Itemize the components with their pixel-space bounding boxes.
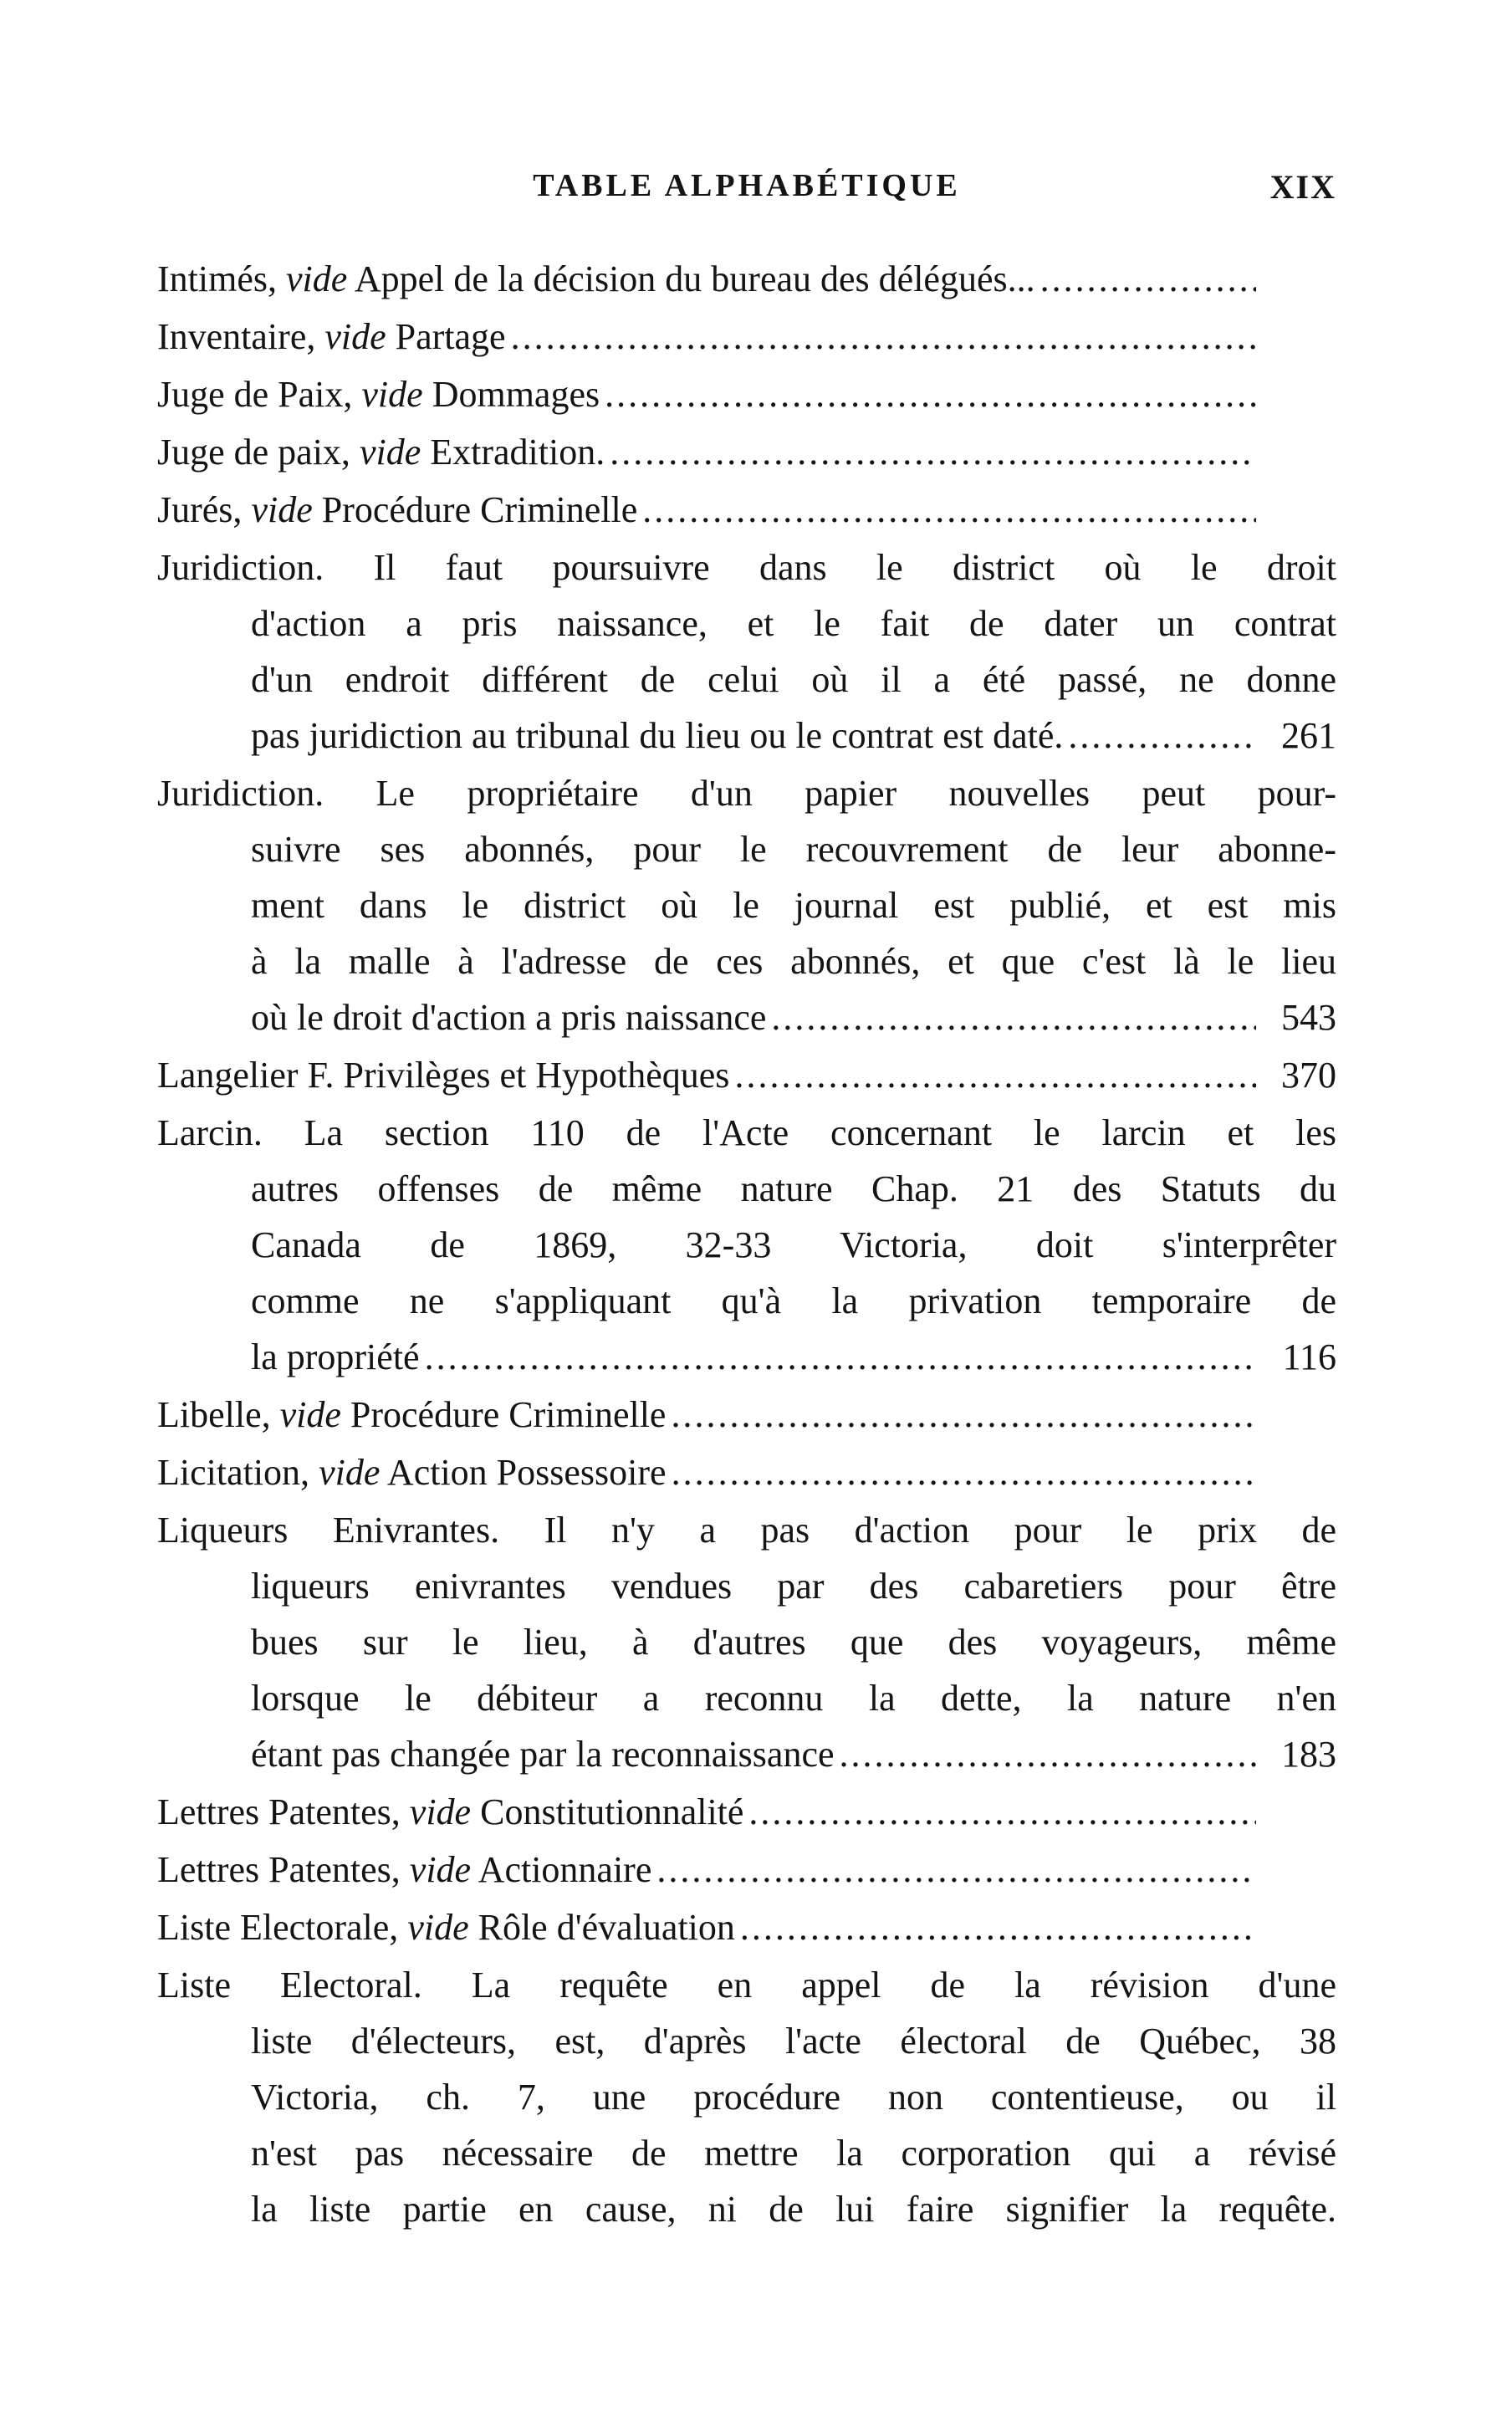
entry-continuation-line	[157, 595, 1336, 651]
dot-leader	[605, 366, 1256, 422]
entry-heading-line	[157, 251, 1336, 307]
entry-text: Inventaire, vide Partage	[157, 316, 506, 357]
entry-continuation-line	[157, 651, 1336, 708]
entry-text: Lettres Patentes, vide Actionnaire	[157, 1849, 652, 1890]
entry-heading-line	[157, 482, 1336, 538]
vide-reference-word: vide	[251, 489, 313, 530]
entry-continuation-line	[157, 1726, 1336, 1782]
entry-continuation-line	[157, 708, 1336, 764]
vide-reference-word: vide	[279, 1394, 341, 1435]
entry-continuation-line	[157, 2069, 1336, 2125]
entry-text: Langelier F. Privilèges et Hypothèques	[157, 1055, 730, 1096]
entry-text: étant pas changée par la reconnaissance	[251, 1734, 835, 1775]
entry-continuation-line	[157, 1558, 1336, 1614]
vide-reference-word: vide	[359, 432, 421, 473]
entry-text: Larcin. La section 110 de l'Acte concernant le larcin et les	[157, 1112, 1336, 1153]
entry-heading-line	[157, 1387, 1336, 1443]
entry-heading-line	[157, 309, 1336, 365]
index-entry	[157, 1784, 1336, 1840]
vide-reference-word: vide	[409, 1849, 472, 1890]
index-entry	[157, 1842, 1336, 1898]
entry-text: à la malle à l'adresse de ces abonnés, et que c'est là le lieu	[251, 941, 1336, 982]
entry-continuation-line	[157, 1670, 1336, 1726]
index-entry	[157, 366, 1336, 422]
entry-continuation-line	[157, 877, 1336, 933]
entry-text: liqueurs enivrantes vendues par des cabaretiers pour être	[251, 1566, 1336, 1607]
vide-reference-word: vide	[407, 1907, 469, 1948]
entry-continuation-line	[157, 2013, 1336, 2069]
index-entry	[157, 1105, 1336, 1385]
entry-heading-line	[157, 1842, 1336, 1898]
dot-leader	[642, 482, 1256, 538]
dot-leader	[425, 1329, 1256, 1385]
entry-text: ment dans le district où le journal est publié, et est mis	[251, 885, 1336, 926]
dot-leader	[610, 424, 1256, 480]
dot-leader	[511, 309, 1256, 365]
entry-heading-line	[157, 539, 1336, 595]
entry-text: Intimés, vide Appel de la décision du bureau des délégués...	[157, 258, 1035, 299]
entry-text: où le droit d'action a pris naissance	[251, 997, 767, 1038]
entry-text: Lettres Patentes, vide Constitutionnalité	[157, 1791, 744, 1832]
entry-continuation-line	[157, 1329, 1336, 1385]
entry-continuation-line	[157, 2181, 1336, 2237]
entry-text: la liste partie en cause, ni de lui faire signifier la requête.	[251, 2189, 1336, 2230]
index-entry	[157, 424, 1336, 480]
entry-text: Jurés, vide Procédure Criminelle	[157, 489, 638, 530]
entry-text: comme ne s'appliquant qu'à la privation temporaire de	[251, 1280, 1336, 1321]
entry-text: suivre ses abonnés, pour le recouvrement de leur abonne-	[251, 829, 1336, 870]
index-entry	[157, 251, 1336, 307]
entry-text: lorsque le débiteur a reconnu la dette, la nature n'en	[251, 1678, 1336, 1719]
dot-leader	[671, 1387, 1256, 1443]
running-title: TABLE ALPHABÉTIQUE	[533, 168, 961, 203]
entry-text: Licitation, vide Action Possessoire	[157, 1452, 667, 1493]
entry-text: bues sur le lieu, à d'autres que des voyageurs, même	[251, 1622, 1336, 1663]
page-number: XIX	[1269, 168, 1336, 206]
vide-reference-word: vide	[409, 1791, 472, 1832]
entry-continuation-line	[157, 933, 1336, 989]
entry-continuation-line	[157, 1217, 1336, 1273]
entry-text: Liste Electorale, vide Rôle d'évaluation	[157, 1907, 735, 1948]
entry-heading-line	[157, 424, 1336, 480]
entry-continuation-line	[157, 1273, 1336, 1329]
index-entry	[157, 765, 1336, 1045]
entry-continuation-line	[157, 821, 1336, 877]
index-entries	[157, 251, 1336, 2239]
index-entry	[157, 1957, 1336, 2237]
entry-text: liste d'électeurs, est, d'après l'acte électoral de Québec, 38	[251, 2021, 1336, 2062]
entry-text: d'un endroit différent de celui où il a été passé, ne donne	[251, 659, 1336, 700]
entry-heading-line	[157, 765, 1336, 821]
entry-page-number: 183	[1281, 1734, 1336, 1775]
entry-continuation-line	[157, 1614, 1336, 1670]
index-entry	[157, 1899, 1336, 1955]
entry-text: Liste Electoral. La requête en appel de la révision d'une	[157, 1965, 1336, 2006]
entry-heading-line	[157, 1784, 1336, 1840]
dot-leader	[748, 1784, 1256, 1840]
vide-reference-word: vide	[285, 258, 348, 299]
index-entry	[157, 539, 1336, 764]
entry-text: Libelle, vide Procédure Criminelle	[157, 1394, 667, 1435]
dot-leader	[840, 1726, 1256, 1782]
dot-leader	[740, 1899, 1256, 1955]
entry-heading-line	[157, 1502, 1336, 1558]
entry-page-number: 116	[1282, 1336, 1336, 1377]
entry-continuation-line	[157, 989, 1336, 1045]
index-entry	[157, 1387, 1336, 1443]
entry-text: Juridiction. Il faut poursuivre dans le district où le droit	[157, 547, 1336, 588]
entry-text: n'est pas nécessaire de mettre la corporation qui a révisé	[251, 2133, 1336, 2174]
entry-heading-line	[157, 1444, 1336, 1500]
index-entry	[157, 309, 1336, 365]
dot-leader	[1040, 251, 1256, 307]
index-entry	[157, 1502, 1336, 1782]
vide-reference-word: vide	[319, 1452, 381, 1493]
entry-text: Juridiction. Le propriétaire d'un papier nouvelles peut pour-	[157, 773, 1336, 814]
entry-text: Juge de paix, vide Extradition.	[157, 432, 605, 473]
dot-leader	[734, 1047, 1256, 1103]
entry-text: autres offenses de même nature Chap. 21 des Statuts du	[251, 1168, 1336, 1209]
running-header	[157, 167, 1336, 217]
vide-reference-word: vide	[361, 374, 423, 415]
index-entry	[157, 1047, 1336, 1103]
entry-text: d'action a pris naissance, et le fait de dater un contrat	[251, 603, 1336, 644]
entry-text: Canada de 1869, 32-33 Victoria, doit s'interprêter	[251, 1224, 1336, 1265]
entry-text: la propriété	[251, 1336, 420, 1377]
entry-continuation-line	[157, 2125, 1336, 2181]
entry-page-number: 261	[1281, 715, 1336, 756]
entry-text: Juge de Paix, vide Dommages	[157, 374, 600, 415]
entry-continuation-line	[157, 1161, 1336, 1217]
entry-heading-line	[157, 366, 1336, 422]
entry-heading-line	[157, 1899, 1336, 1955]
dot-leader	[656, 1842, 1256, 1898]
dot-leader	[1068, 708, 1256, 764]
index-entry	[157, 1444, 1336, 1500]
entry-heading-line	[157, 1047, 1336, 1103]
dot-leader	[672, 1444, 1256, 1500]
entry-page-number: 370	[1281, 1055, 1336, 1096]
entry-heading-line	[157, 1105, 1336, 1161]
vide-reference-word: vide	[324, 316, 386, 357]
entry-text: Liqueurs Enivrantes. Il n'y a pas d'action pour le prix de	[157, 1510, 1336, 1551]
entry-heading-line	[157, 1957, 1336, 2013]
entry-page-number: 543	[1281, 997, 1336, 1038]
dot-leader	[771, 989, 1256, 1045]
entry-text: Victoria, ch. 7, une procédure non contentieuse, ou il	[251, 2077, 1336, 2118]
index-entry	[157, 482, 1336, 538]
entry-text: pas juridiction au tribunal du lieu ou le contrat est daté.	[251, 715, 1064, 756]
